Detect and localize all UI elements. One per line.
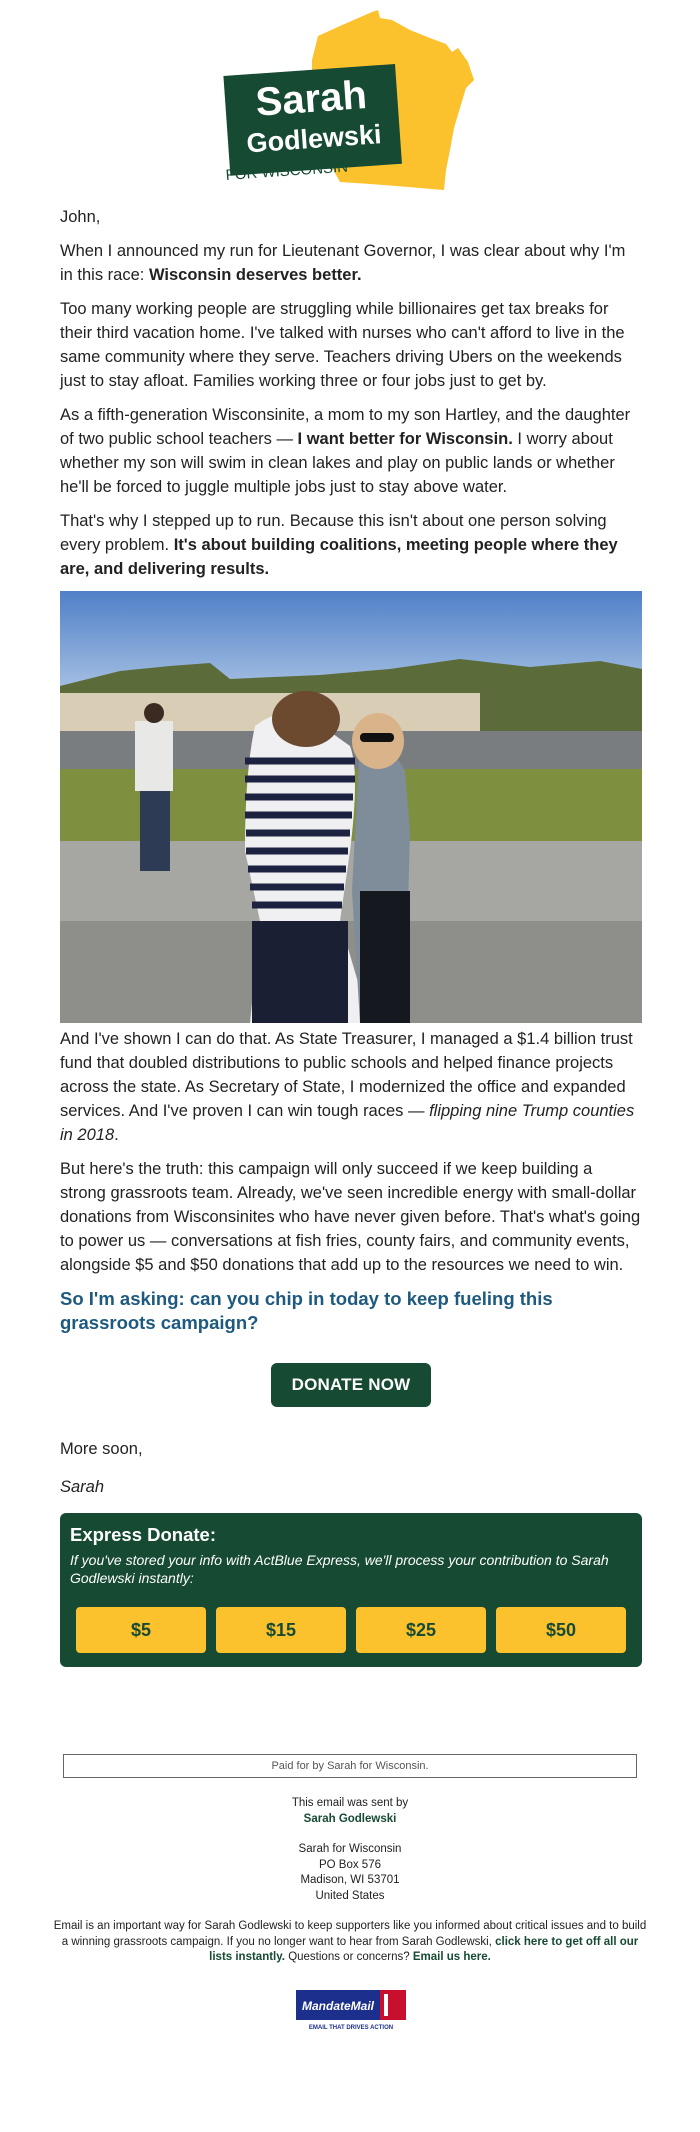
unsubscribe-link[interactable]: click here to get off all our lists instantly. xyxy=(209,1935,639,1963)
paragraph-4: That's why I stepped up to run. Because this isn't about one person solving every problem. It's about building coalitions, meeting people where they are, and delivering results. xyxy=(60,512,618,578)
donate-25-button[interactable]: $25 xyxy=(356,1607,486,1653)
paragraph-6: But here's the truth: this campaign will only succeed if we keep building a strong grassroots team. Already, we've seen incredible energy with small-dollar donations from Wisconsinites who have never given before. That's what's going to power us — conversations at fish fries, county fairs, and community events, alongside $5 and $50 donations that add up to the resources we need to win. xyxy=(60,1160,641,1274)
mandatemail-logo[interactable] xyxy=(296,1990,406,2032)
logo-tagline: FOR WISCONSIN xyxy=(225,158,349,184)
logo-first-name: Sarah xyxy=(254,73,369,125)
express-donate-subtitle: If you've stored your info with ActBlue Express, we'll process your contribution to Sarah Godlewski instantly: xyxy=(70,1552,609,1586)
unsubscribe-notice: Email is an important way for Sarah Godlewski to keep supporters like you informed about critical issues and to build a winning grassroots campaign. If you no longer want to hear from Sarah Godlewski, click here to get off all our lists instantly. Questions or concerns? Email us here. xyxy=(53,1920,647,1963)
closing: More soon, xyxy=(60,1440,143,1458)
donate-now-button[interactable]: DONATE NOW xyxy=(271,1363,431,1407)
salutation: John, xyxy=(60,208,101,226)
donate-50-button[interactable]: $50 xyxy=(496,1607,626,1653)
email-us-link[interactable]: Email us here. xyxy=(412,1951,491,1963)
logo-last-name: Godlewski xyxy=(245,119,383,159)
donate-5-button[interactable]: $5 xyxy=(76,1607,206,1653)
paragraph-2: Too many working people are struggling while billionaires get tax breaks for their third vacation home. I've talked with nurses who can't afford to live in the same community where they serve. Teachers driving Ubers on the weekends just to stay afloat. Families working three or four jobs just to get by. xyxy=(60,300,625,390)
paid-for-disclaimer: Paid for by Sarah for Wisconsin. xyxy=(63,1754,637,1778)
signature: Sarah xyxy=(60,1478,105,1496)
express-donate-title: Express Donate: xyxy=(70,1524,216,1545)
logo-graphic xyxy=(0,0,700,195)
express-donate-box xyxy=(60,1513,642,1667)
campaign-logo xyxy=(0,0,700,195)
donate-15-button[interactable]: $15 xyxy=(216,1607,346,1653)
sent-by-label: This email was sent by xyxy=(291,1797,409,1809)
donation-ask: So I'm asking: can you chip in today to keep fueling this grassroots campaign? xyxy=(60,1288,553,1333)
mailing-address: Sarah for Wisconsin PO Box 576 Madison, WI 53701 United States xyxy=(298,1843,402,1902)
mandatemail-brand: MandateMail xyxy=(301,1999,375,2013)
mandatemail-tagline: EMAIL THAT DRIVES ACTION xyxy=(308,2025,394,2031)
campaign-photo xyxy=(60,591,642,1023)
paragraph-3: As a fifth-generation Wisconsinite, a mom to my son Hartley, and the daughter of two public school teachers — I want better for Wisconsin. I worry about whether my son will swim in clean lakes and play on public lands or whether he'll be forced to juggle multiple jobs just to stay above water. xyxy=(60,406,631,496)
email-footer xyxy=(50,1796,650,1966)
paragraph-1: When I announced my run for Lieutenant Governor, I was clear about why I'm in this race: Wisconsin deserves better. xyxy=(60,242,626,284)
email-body xyxy=(60,205,642,1667)
paragraph-5: And I've shown I can do that. As State Treasurer, I managed a $1.4 billion trust fund that doubled distributions to public schools and helped finance projects across the state. As Secretary of State, I modernized the office and expanded services. And I've proven I can win tough races — flipping nine Trump counties in 2018. xyxy=(60,1030,635,1144)
sender-name: Sarah Godlewski xyxy=(303,1812,397,1825)
